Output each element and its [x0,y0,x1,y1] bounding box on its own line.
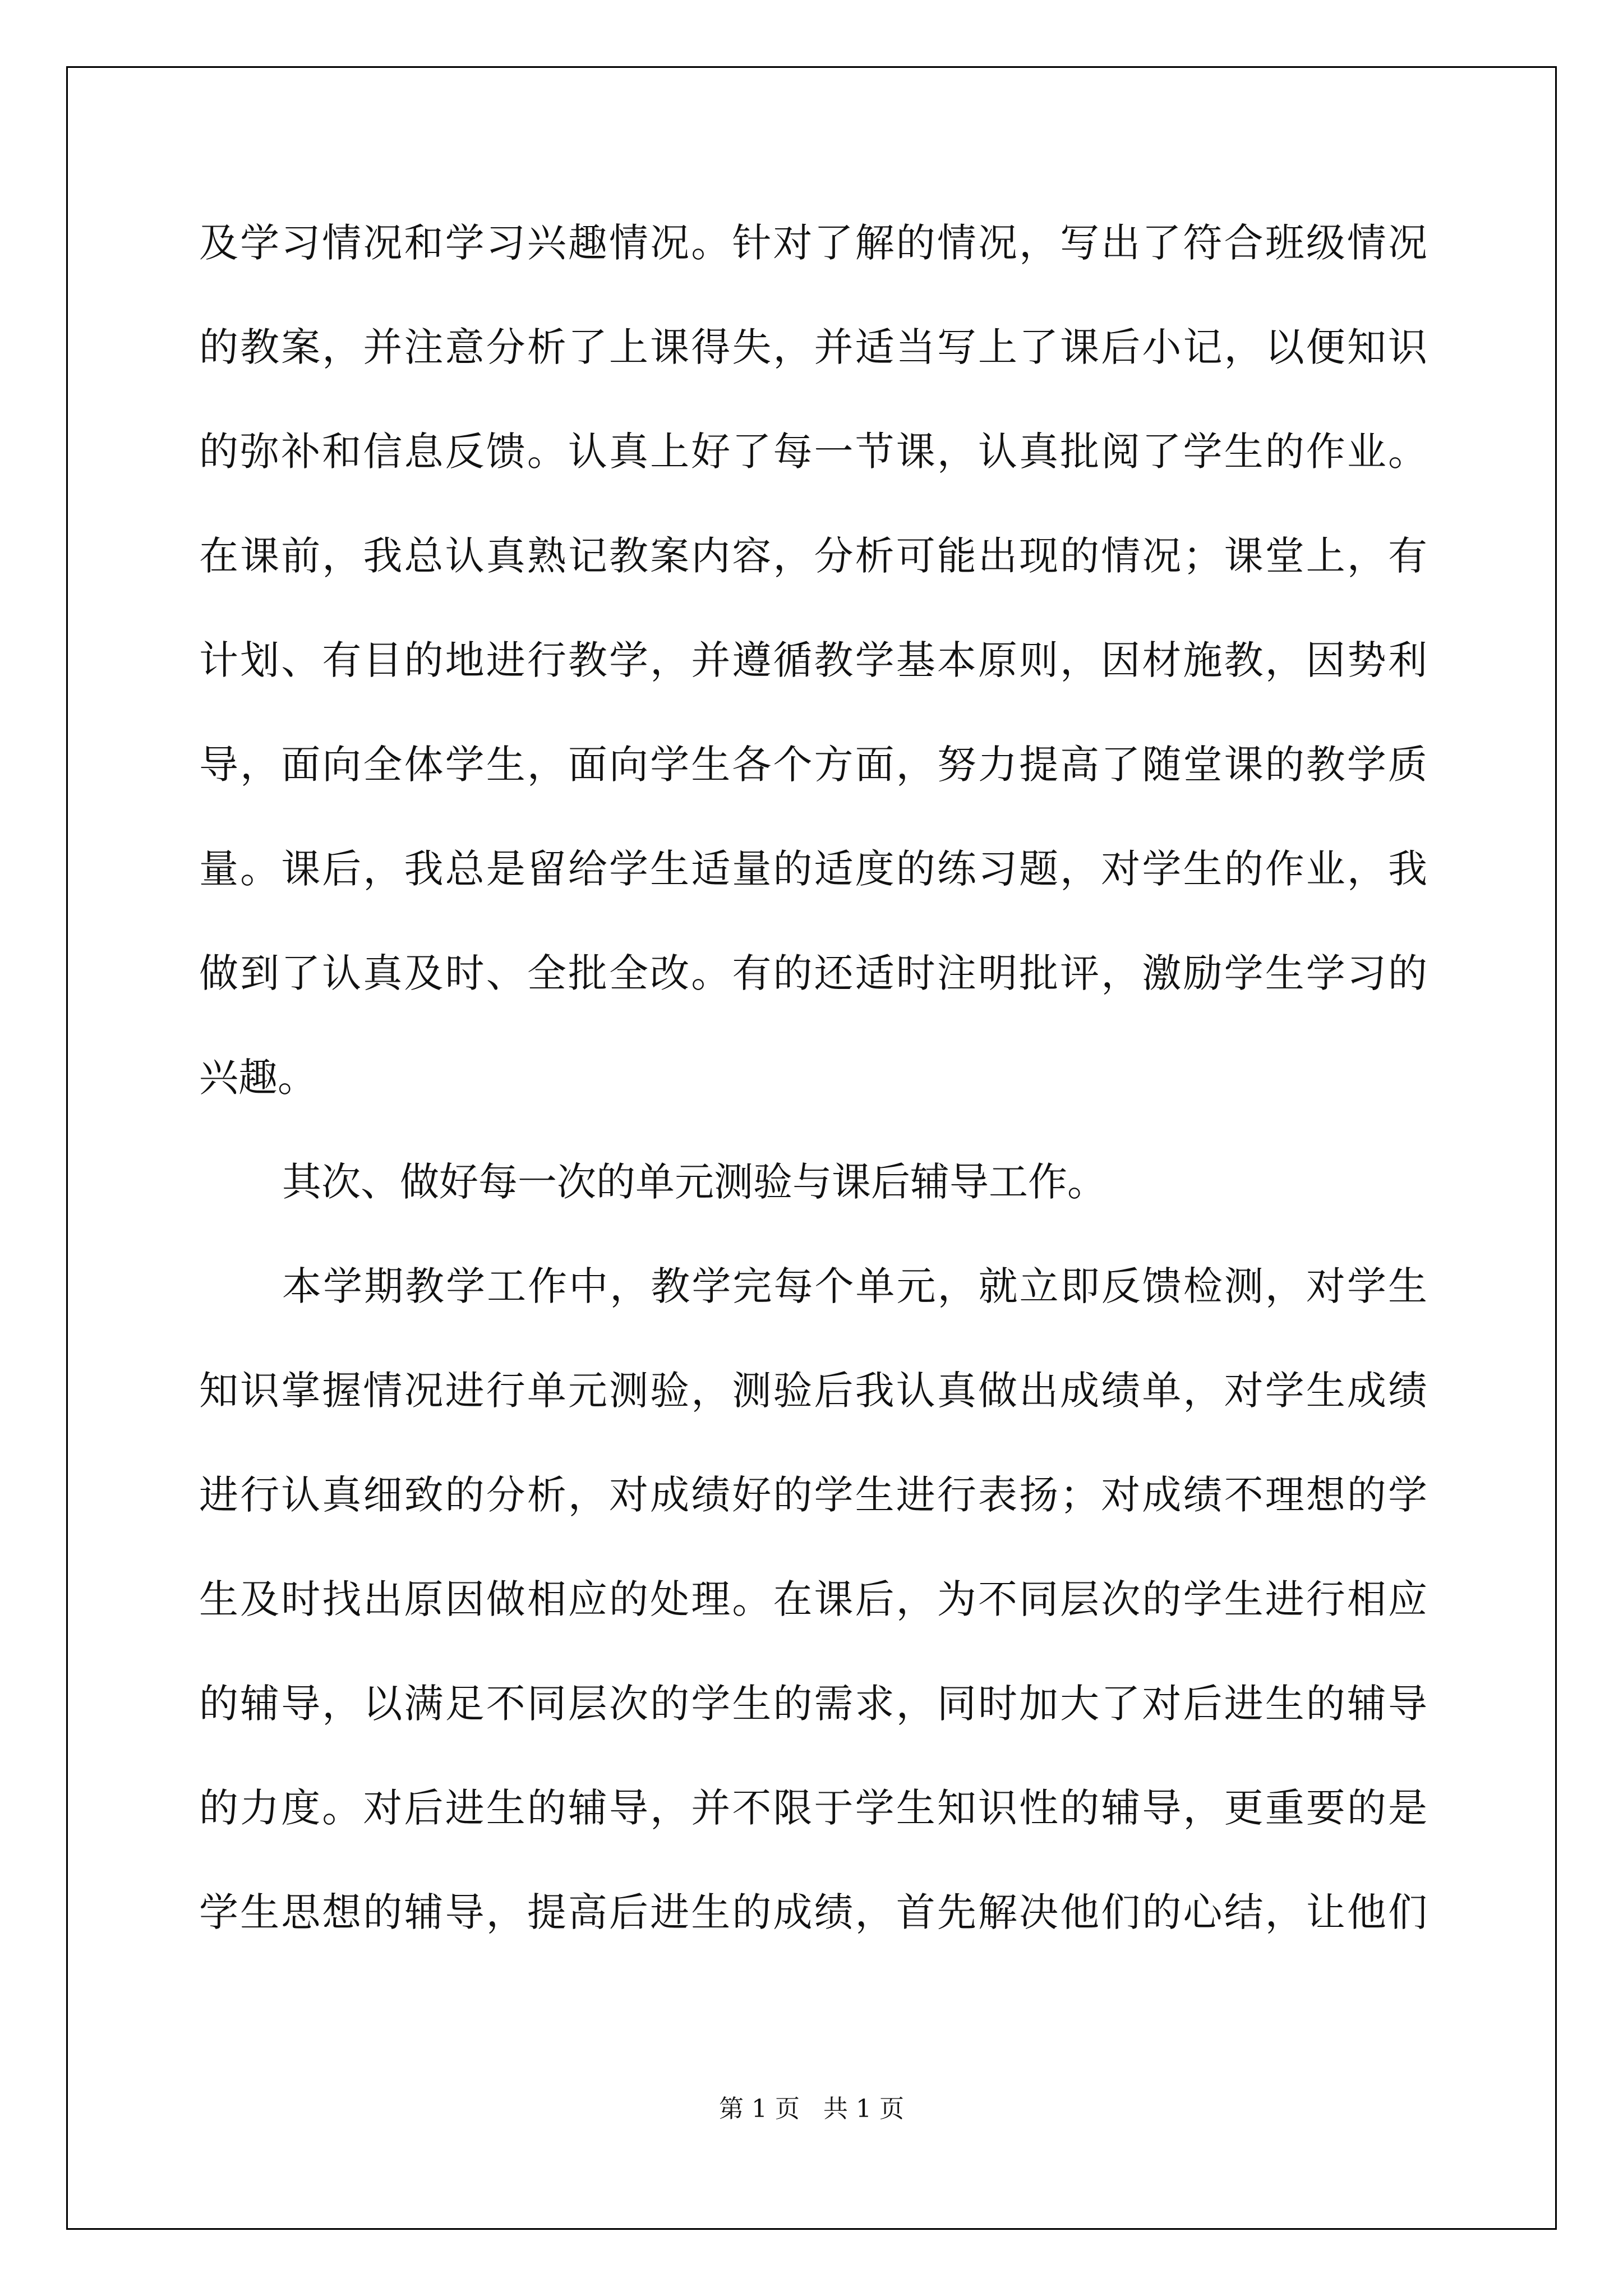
text-line: 知识掌握情况进行单元测验，测验后我认真做出成绩单，对学生成绩 [199,1368,1427,1414]
text-line: 本学期教学工作中，教学完每个单元，就立即反馈检测，对学生 [282,1263,1427,1309]
text-line: 导，面向全体学生，面向学生各个方面，努力提高了随堂课的教学质 [199,742,1427,788]
text-line: 的教案，并注意分析了上课得失，并适当写上了课后小记，以便知识 [199,324,1427,370]
document-body [199,191,1427,1964]
text-line: 进行认真细致的分析，对成绩好的学生进行表扬；对成绩不理想的学 [199,1472,1427,1518]
text-line: 生及时找出原因做相应的处理。在课后，为不同层次的学生进行相应 [199,1576,1427,1622]
text-line: 兴趣。 [199,1055,317,1101]
page-number-footer: 第 1 页 共 1 页 [719,2095,904,2123]
text-line: 做到了认真及时、全批全改。有的还适时注明批评，激励学生学习的 [199,950,1427,996]
text-line: 的弥补和信息反馈。认真上好了每一节课，认真批阅了学生的作业。 [199,429,1427,475]
paragraph-heading: 其次、做好每一次的单元测验与课后辅导工作。 [282,1159,1106,1205]
text-line: 量。课后，我总是留给学生适量的适度的练习题，对学生的作业，我 [199,846,1427,892]
text-line: 学生思想的辅导，提高后进生的成绩，首先解决他们的心结，让他们 [199,1889,1427,1935]
text-line: 计划、有目的地进行教学，并遵循教学基本原则，因材施教，因势利 [199,637,1427,683]
text-line: 及学习情况和学习兴趣情况。针对了解的情况，写出了符合班级情况 [199,220,1427,266]
text-line: 的力度。对后进生的辅导，并不限于学生知识性的辅导，更重要的是 [199,1785,1427,1831]
text-line: 的辅导，以满足不同层次的学生的需求，同时加大了对后进生的辅导 [199,1681,1427,1727]
text-line: 在课前，我总认真熟记教案内容，分析可能出现的情况；课堂上，有 [199,533,1427,579]
